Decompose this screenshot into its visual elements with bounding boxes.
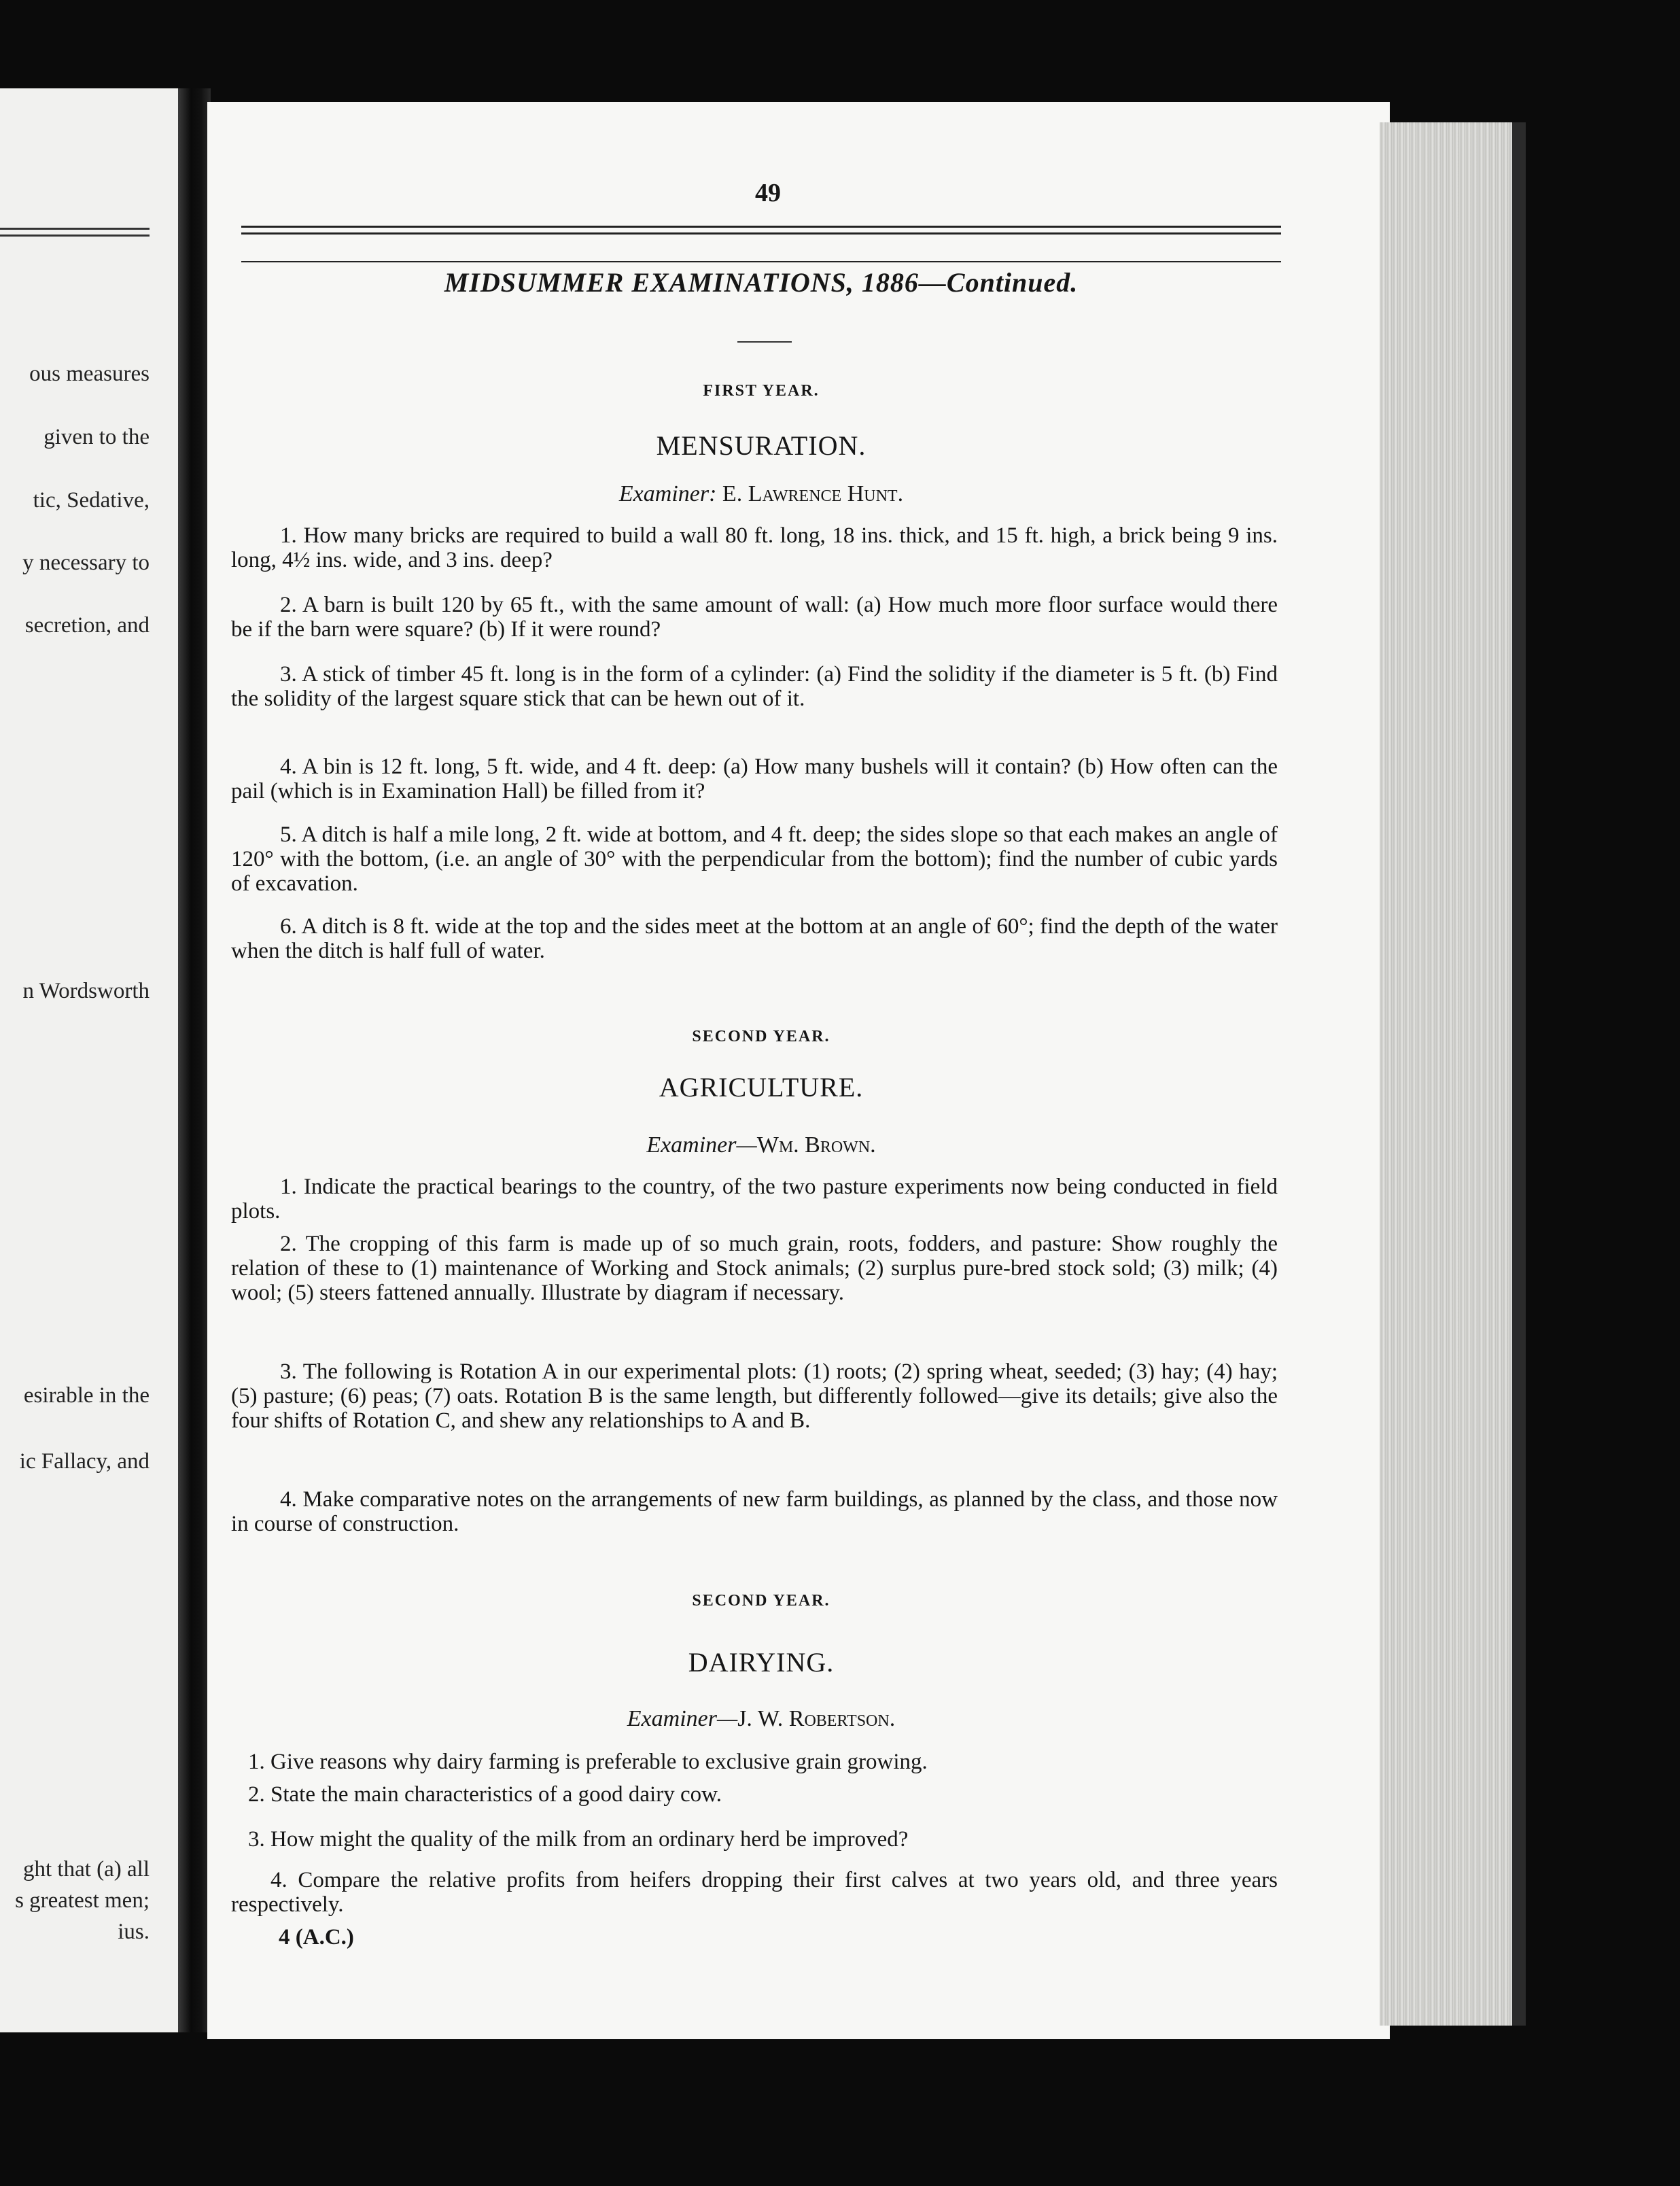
question: 2. State the main characteristics of a good dairy cow. xyxy=(248,1782,722,1807)
section-subject: AGRICULTURE. xyxy=(659,1072,864,1103)
page-edges xyxy=(1380,122,1512,2026)
left-page-text-fragment: tic, Sedative, xyxy=(33,488,150,513)
examiner-name: J. W. Robertson. xyxy=(737,1706,896,1731)
question: 1. Give reasons why dairy farming is preferable to exclusive grain growing. xyxy=(248,1750,928,1774)
question: 4. Compare the relative profits from heifers dropping their first calves at two years old, and three years respectively. xyxy=(231,1868,1278,1917)
page-number: 49 xyxy=(755,179,781,207)
question: 3. How might the quality of the milk from an ordinary herd be improved? xyxy=(248,1827,909,1852)
question: 3. The following is Rotation A in our experimental plots: (1) roots; (2) spring wheat, seeded; (3) hay; (4) hay; (5) pasture; (6) peas; (7) oats. Rotation B is the same length, but differently followed—give its details; give also the four shifts of Rotation C, and shew any relationships to A and B. xyxy=(231,1359,1278,1433)
section-examiner xyxy=(241,1132,1281,1158)
section-year-label: FIRST YEAR. xyxy=(703,382,820,400)
section-subject: DAIRYING. xyxy=(688,1647,835,1678)
left-page-text-fragment: given to the xyxy=(43,425,150,449)
page-title: MIDSUMMER EXAMINATIONS, 1886—Continued. xyxy=(444,267,1079,298)
examiner-label: Examiner— xyxy=(646,1132,757,1158)
left-page-text-fragment: ic Fallacy, and xyxy=(19,1449,150,1474)
section-year-label: SECOND YEAR. xyxy=(692,1592,830,1610)
examiner-label: Examiner— xyxy=(627,1706,738,1731)
examiner-name: E. Lawrence Hunt. xyxy=(722,481,904,506)
section-year-label: SECOND YEAR. xyxy=(692,1028,830,1045)
section-examiner xyxy=(241,481,1281,507)
left-page-text-fragment: esirable in the xyxy=(23,1383,150,1408)
header-rule xyxy=(241,226,1281,228)
left-page-rule xyxy=(0,235,150,237)
question: 6. A ditch is 8 ft. wide at the top and the sides meet at the bottom at an angle of 60°; find the depth of the water when the ditch is half full of water. xyxy=(231,914,1278,963)
page-footer-signature: 4 (A.C.) xyxy=(279,1925,354,1949)
examiner-label: Examiner: xyxy=(618,481,717,506)
left-page-text-fragment: y necessary to xyxy=(22,551,150,575)
question: 4. A bin is 12 ft. long, 5 ft. wide, and 4 ft. deep: (a) How many bushels will it contain? (b) How often can the pail (which is in Examination Hall) be filled from it? xyxy=(231,754,1278,803)
left-page-text-fragment: n Wordsworth xyxy=(22,979,150,1003)
section-subject: MENSURATION. xyxy=(656,430,867,461)
question: 2. The cropping of this farm is made up of so much grain, roots, fodders, and pasture: Show roughly the relation of these to (1) maintenance of Working and Stock animals; (2) surplus pure-bred stock sold; (3) milk; (4) wool; (5) steers fattened annually. Illustrate by diagram if necessary. xyxy=(231,1232,1278,1305)
question: 1. How many bricks are required to build a wall 80 ft. long, 18 ins. thick, and 15 ft. high, a brick being 9 ins. long, 4½ ins. wide, and 3 ins. deep? xyxy=(231,523,1278,572)
left-page-text-fragment: s greatest men; xyxy=(15,1888,150,1913)
question: 2. A barn is built 120 by 65 ft., with the same amount of wall: (a) How much more floor surface would there be if the barn were square? (b) If it were round? xyxy=(231,593,1278,642)
section-examiner xyxy=(241,1706,1281,1732)
book-gutter xyxy=(178,88,211,2032)
header-rule xyxy=(241,261,1281,262)
question: 3. A stick of timber 45 ft. long is in the form of a cylinder: (a) Find the solidity if the diameter is 5 ft. (b) Find the solidity of the largest square stick that can be hewn out of it. xyxy=(231,662,1278,711)
left-page-text-fragment: secretion, and xyxy=(24,613,150,638)
question: 1. Indicate the practical bearings to the country, of the two pasture experiments now being conducted in field plots. xyxy=(231,1175,1278,1224)
question: 5. A ditch is half a mile long, 2 ft. wide at bottom, and 4 ft. deep; the sides slope so that each makes an angle of 120° with the bottom, (i.e. an angle of 30° with the perpendicular from the bottom); find the number of cubic yards of excavation. xyxy=(231,822,1278,896)
left-page-text-fragment: ght that (a) all xyxy=(22,1857,150,1881)
header-rule xyxy=(241,232,1281,235)
examiner-name: Wm. Brown. xyxy=(756,1132,876,1158)
left-facing-page xyxy=(0,88,190,2032)
left-page-text-fragment: ius. xyxy=(118,1920,150,1944)
question: 4. Make comparative notes on the arrangements of new farm buildings, as planned by the class, and those now in course of construction. xyxy=(231,1487,1278,1536)
left-page-rule xyxy=(0,228,150,230)
left-page-text-fragment: ous measures xyxy=(29,362,150,386)
title-divider xyxy=(737,341,792,343)
page-edges-shadow xyxy=(1512,122,1526,2026)
